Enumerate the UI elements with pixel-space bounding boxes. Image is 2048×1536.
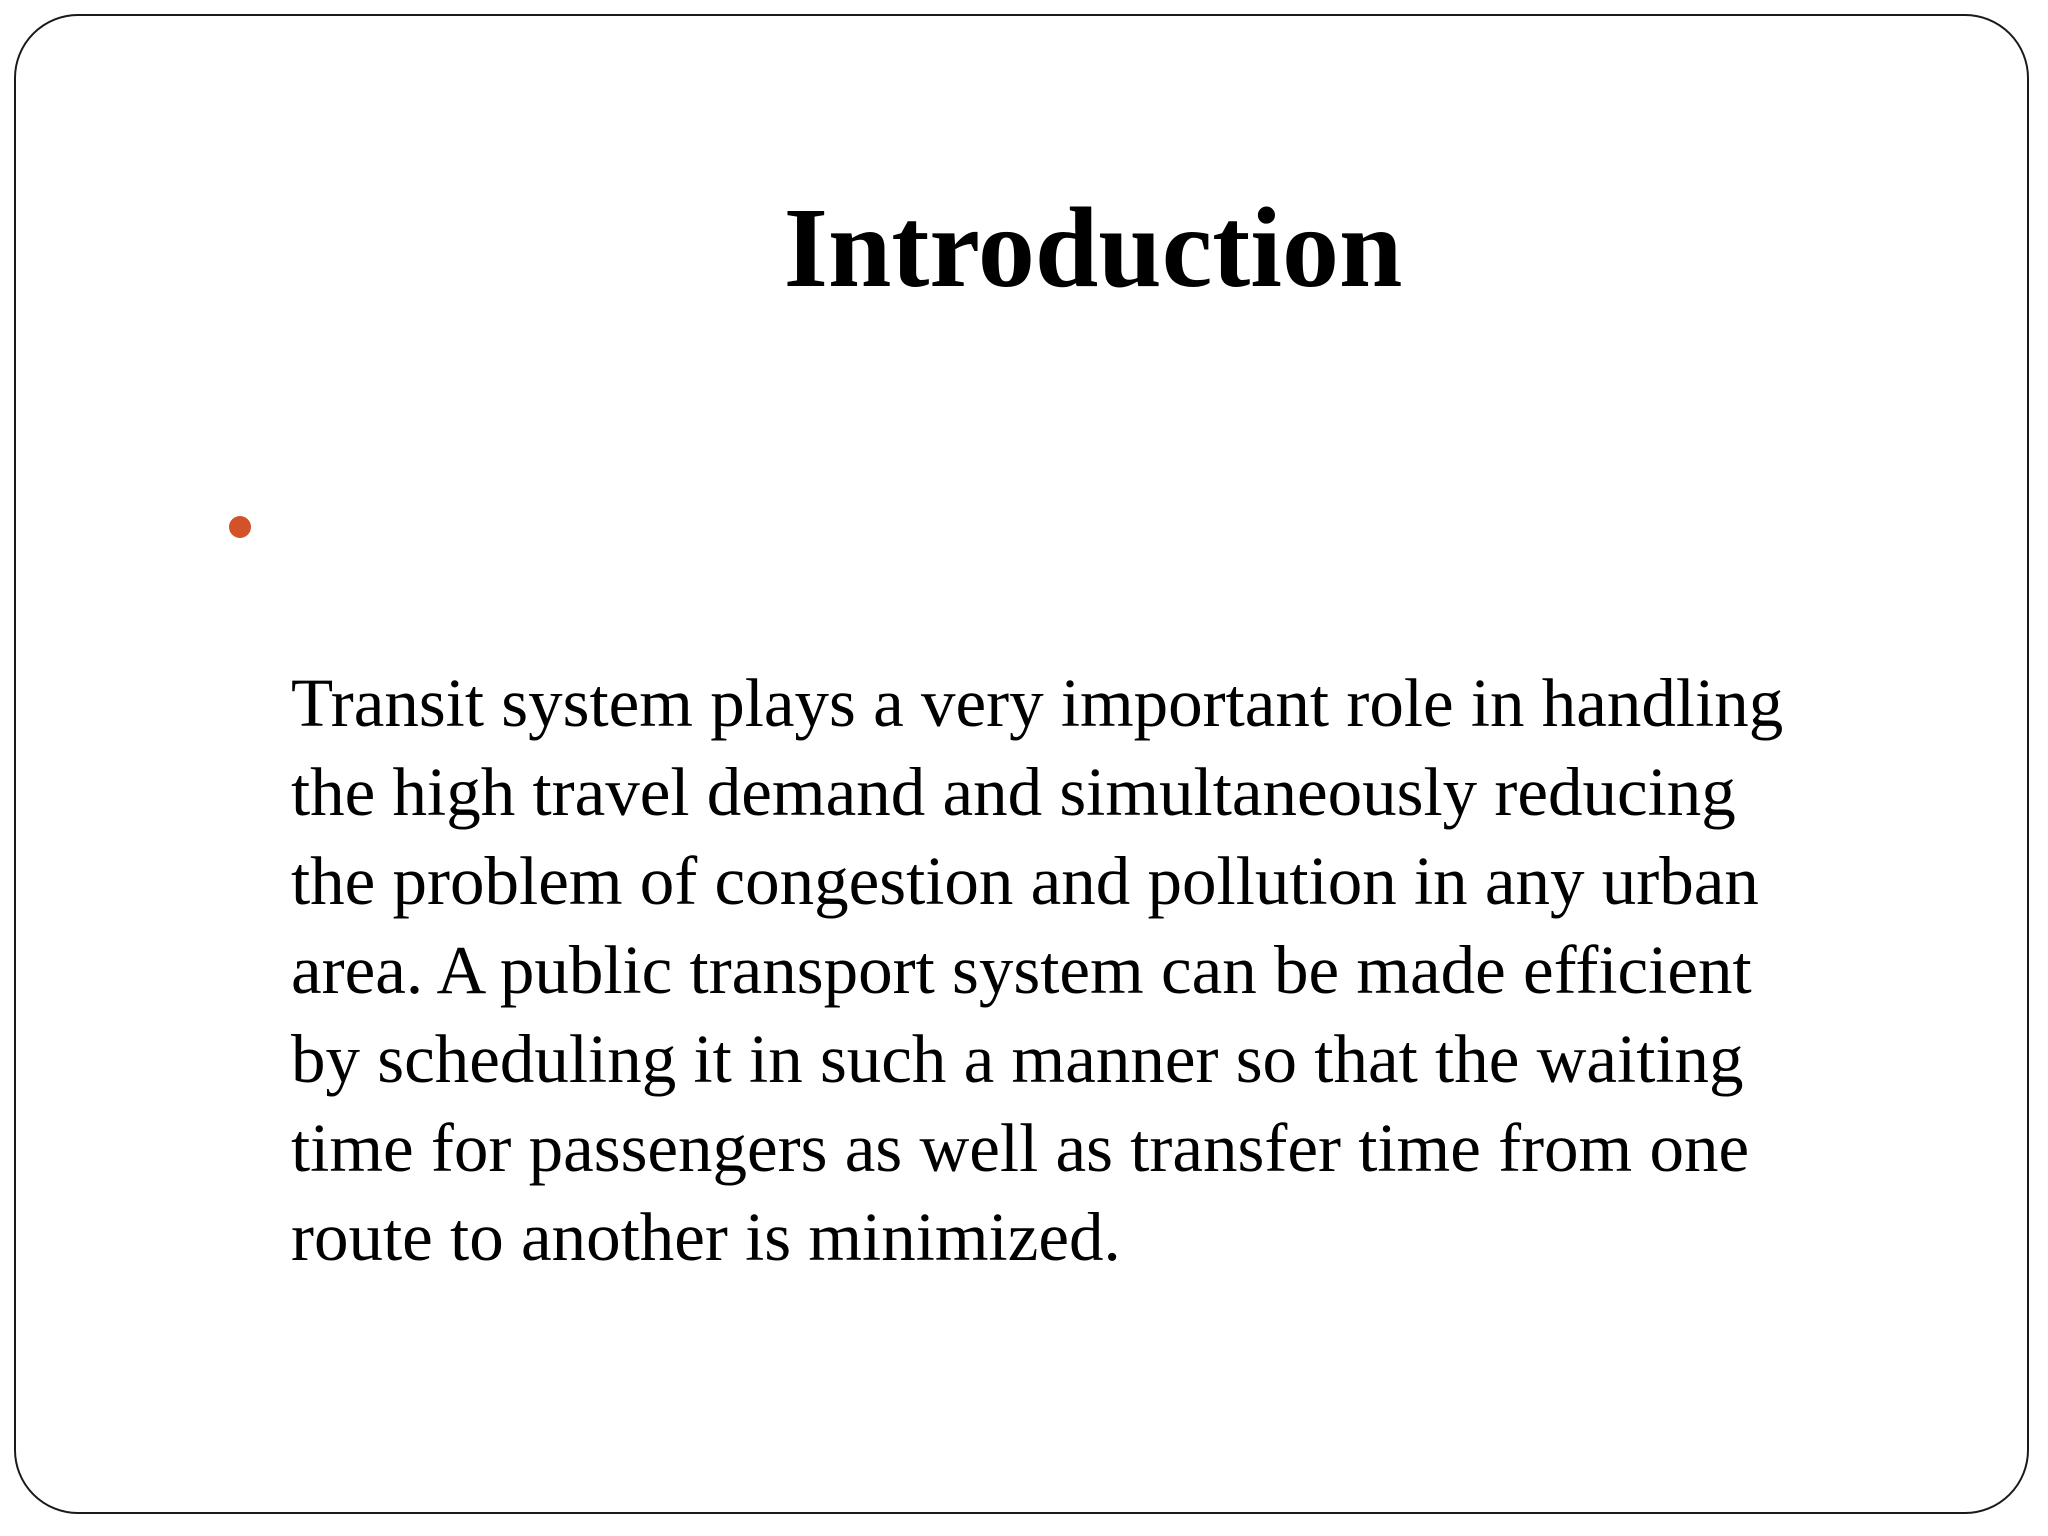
bullet-dot-icon: [229, 516, 251, 538]
slide-title: Introduction: [783, 184, 1403, 311]
bullet-text: Transit system plays a very important role in handling the high travel demand and simultaneously reducing the problem of congestion and pollution in any urban area. A public transport system can be made efficient by scheduling it in such a manner so that the waiting time for passengers as well as transfer time from one route to another is minimized.: [291, 665, 1784, 1275]
bullet-item: [291, 481, 1931, 1282]
bullet-list: [291, 481, 1931, 1282]
slide-frame: [14, 14, 2029, 1514]
